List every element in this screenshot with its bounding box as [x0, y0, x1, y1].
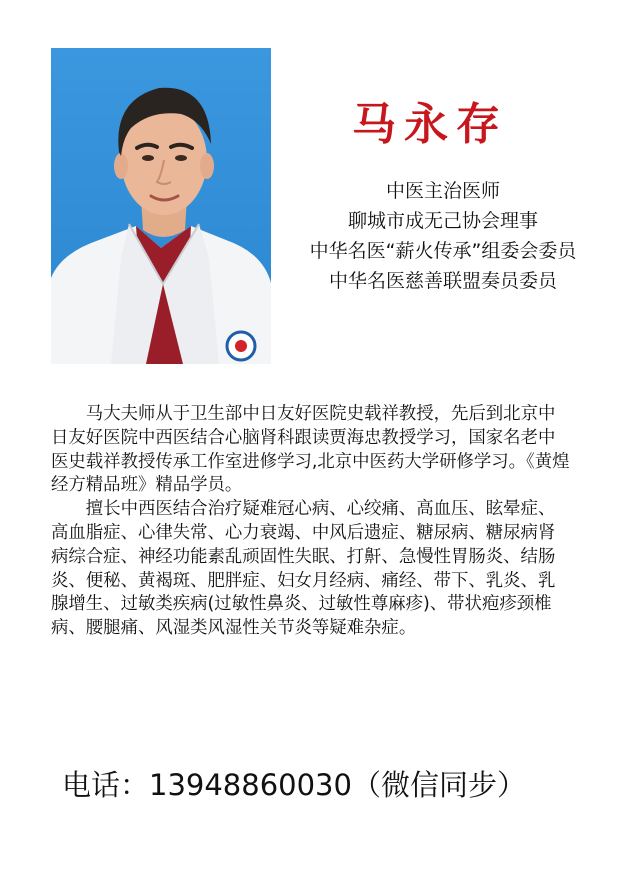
doctor-photo [51, 48, 271, 364]
bio-paragraph-background: 马大夫师从于卫生部中日友好医院史载祥教授，先后到北京中日友好医院中西医结合心脑肾科跟读贾海忠教授学习，国家名老中医史载祥教授传承工作室进修学习,北京中医药大学研修学习。《黄煌经方精品班》精品学员。 [51, 404, 570, 496]
hospital-badge-icon [227, 332, 255, 360]
portrait-illustration [51, 48, 271, 364]
phone-contact: 电话：13948860030（微信同步） [62, 768, 526, 802]
title-line: 聊城市成无己协会理事 [347, 210, 538, 232]
doctor-bio [51, 403, 571, 641]
bio-paragraph-specialties: 擅长中西医结合治疗疑难冠心病、心绞痛、高血压、眩晕症、高血脂症、心律失常、心力衰竭、中风后遗症、糖尿病、糖尿病肾病综合症、神经功能素乱顽固性失眠、打鼾、急慢性胃肠炎、结肠炎、便秘、黄褐斑、肥胖症、妇女月经病、痛经、带下、乳炎、乳腺增生、过敏类疾病(过敏性鼻炎、过敏性尊麻疹)、带状疱疹颈椎病、腰腿痛、风湿类风湿性关节炎等疑难杂症。 [51, 499, 556, 639]
doctor-titles [276, 176, 610, 296]
doctor-name: 马永存 [352, 99, 508, 150]
title-line: 中医主治医师 [385, 180, 500, 202]
title-line: 中华名医“薪火传承”组委会委员 [309, 240, 577, 262]
title-line: 中华名医慈善联盟奏员委员 [328, 270, 557, 292]
